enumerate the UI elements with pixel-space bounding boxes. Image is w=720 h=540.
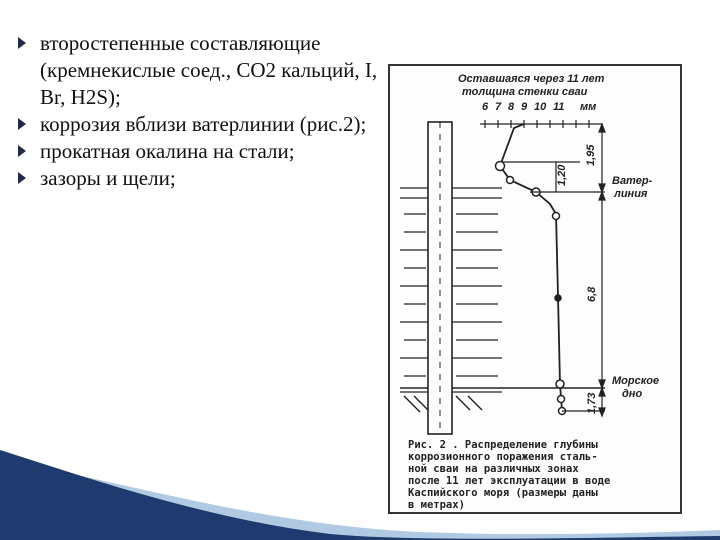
corrosion-figure bbox=[388, 64, 682, 514]
bullet-item: прокатная окалина на стали; bbox=[18, 138, 388, 165]
dim-label: 1,95 bbox=[585, 144, 597, 166]
figure-header-line2: толщина стенки сваи bbox=[462, 86, 588, 98]
svg-text:ной сваи на различных зонах: ной сваи на различных зонах bbox=[408, 463, 579, 475]
bullet-item: второстепенные составляющие (кремнекислые соед., СО2 кальций, I, Br, H2S); bbox=[18, 30, 388, 111]
waterline-label: линия bbox=[614, 188, 648, 200]
pile bbox=[428, 122, 452, 434]
scale-number: 10 bbox=[534, 101, 547, 113]
triangle-bullet-icon bbox=[18, 145, 26, 157]
dim-label: 1,73 bbox=[586, 392, 598, 414]
scale-unit: мм bbox=[580, 101, 597, 113]
svg-text:после 11 лет эксплуатации в во: после 11 лет эксплуатации в воде bbox=[408, 475, 611, 487]
scale-number: 7 bbox=[495, 101, 502, 113]
bullet-item: зазоры и щели; bbox=[18, 165, 388, 192]
dimension-lines bbox=[502, 124, 605, 416]
scale-number: 6 bbox=[482, 101, 489, 113]
water-hatching bbox=[400, 188, 502, 392]
dim-label: 6,8 bbox=[586, 286, 598, 302]
seabed bbox=[400, 388, 605, 412]
figure-drawing bbox=[390, 66, 680, 512]
triangle-bullet-icon bbox=[18, 37, 26, 49]
thickness-curve bbox=[500, 124, 562, 411]
bullet-item: коррозия вблизи ватерлинии (рис.2); bbox=[18, 111, 388, 138]
seabed-label: Морское bbox=[612, 375, 660, 387]
svg-text:в метрах): в метрах) bbox=[408, 499, 465, 511]
waterline-label: Ватер- bbox=[612, 175, 653, 187]
figure-header-line1: Оставшаяся через 11 лет bbox=[458, 73, 605, 85]
decorative-wave bbox=[0, 450, 720, 540]
scale-number: 9 bbox=[521, 101, 528, 113]
scale-number: 11 bbox=[553, 101, 565, 113]
bullet-list bbox=[18, 30, 388, 192]
thickness-scale bbox=[480, 120, 602, 128]
svg-text:Рис. 2 . Распределение глубины: Рис. 2 . Распределение глубины bbox=[408, 439, 598, 451]
curve-points bbox=[496, 162, 566, 415]
svg-text:коррозионного поражения сталь-: коррозионного поражения сталь- bbox=[408, 451, 598, 463]
svg-text:Каспийского моря (размеры даны: Каспийского моря (размеры даны bbox=[408, 487, 598, 499]
seabed-label: дно bbox=[622, 388, 643, 400]
triangle-bullet-icon bbox=[18, 172, 26, 184]
triangle-bullet-icon bbox=[18, 118, 26, 130]
scale-number: 8 bbox=[508, 101, 515, 113]
dim-label: 1,20 bbox=[556, 164, 568, 186]
